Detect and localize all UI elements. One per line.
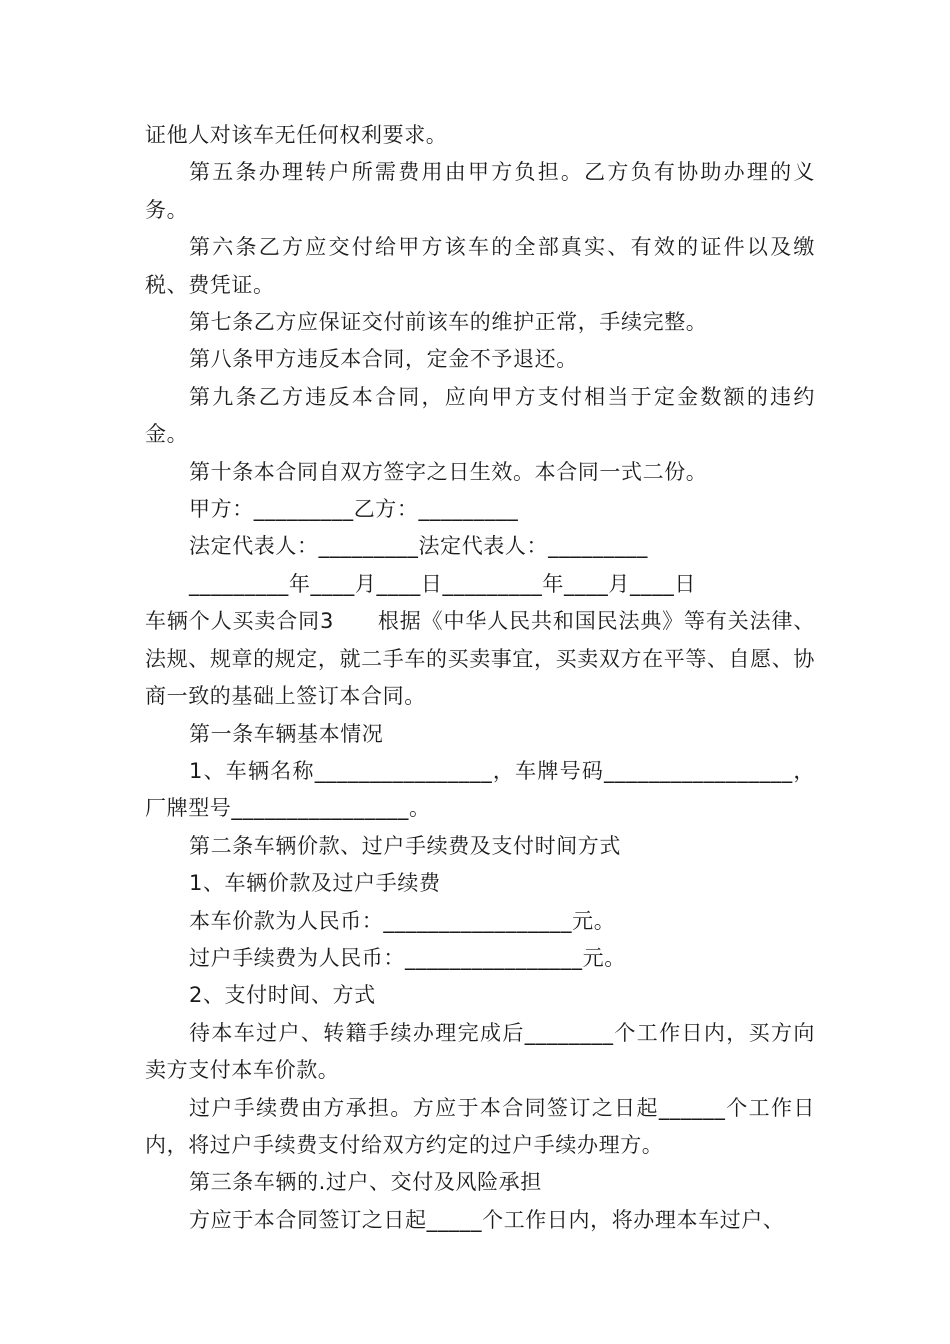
vehicle-price-line: 本车价款为人民币：_________________元。 <box>189 908 616 933</box>
paragraph-article-8: 第八条甲方违反本合同，定金不予退还。 <box>189 347 578 372</box>
transfer-delivery-paragraph: 方应于本合同签订之日起_____个工作日内，将办理本车过户、 <box>189 1207 785 1232</box>
subheading-payment-method: 2、支付时间、方式 <box>189 983 376 1008</box>
paragraph-1: 证他人对该车无任何权利要求。 <box>145 123 448 147</box>
section-heading-article-1: 第一条车辆基本情况 <box>189 721 384 746</box>
contract-3-intro: 车辆个人买卖合同3 根据《中华人民共和国民法典》等有关法律、法规、规章的规定，就二手车的买卖事宜，买卖双方在平等、自愿、协商一致的基础上签订本合同。 <box>145 609 815 709</box>
transfer-fee-paragraph: 过户手续费由方承担。方应于本合同签订之日起______个工作日内，将过户手续费支付给双方约定的过户手续办理方。 <box>145 1095 815 1157</box>
legal-representative-line: 法定代表人：_________法定代表人：_________ <box>189 534 648 559</box>
subheading-price-fee: 1、车辆价款及过户手续费 <box>189 871 441 896</box>
payment-time-paragraph: 待本车过户、转籍手续办理完成后________个工作日内，买方向卖方支付本车价款。 <box>145 1020 815 1083</box>
paragraph-article-9: 第九条乙方违反本合同，应向甲方支付相当于定金数额的违约金。 <box>145 384 815 447</box>
signature-parties-line: 甲方：_________乙方：_________ <box>189 497 519 522</box>
paragraph-article-6: 第六条乙方应交付给甲方该车的全部真实、有效的证件以及缴税、费凭证。 <box>145 235 815 297</box>
vehicle-info-line: 1、车辆名称________________，车牌号码_________________，厂牌型号________________。 <box>145 758 815 821</box>
paragraph-article-10: 第十条本合同自双方签字之日生效。本合同一式二份。 <box>189 459 708 484</box>
document-body <box>145 117 815 1239</box>
signature-date-line: _________年____月____日_________年____月____日 <box>189 571 696 596</box>
section-heading-article-2: 第二条车辆价款、过户手续费及支付时间方式 <box>189 833 621 858</box>
paragraph-article-5: 第五条办理转户所需费用由甲方负担。乙方负有协助办理的义务。 <box>145 160 815 222</box>
section-heading-article-3: 第三条车辆的.过户、交付及风险承担 <box>189 1170 542 1195</box>
paragraph-article-7: 第七条乙方应保证交付前该车的维护正常，手续完整。 <box>189 310 708 335</box>
transfer-fee-line: 过户手续费为人民币：________________元。 <box>189 945 626 970</box>
